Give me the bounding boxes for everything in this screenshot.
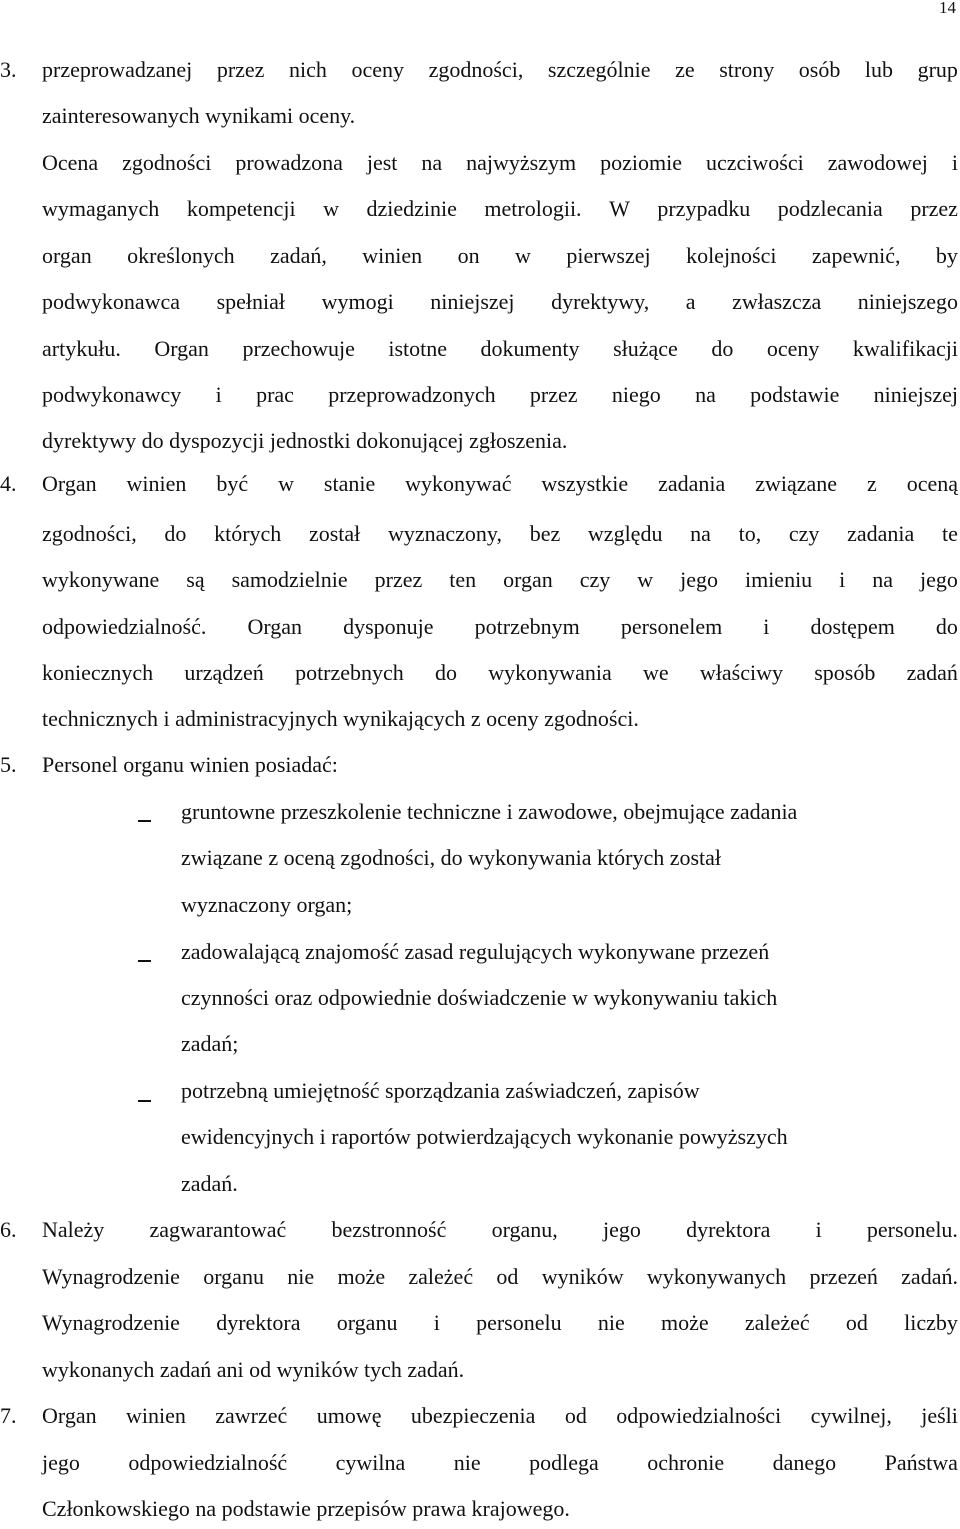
text-line: technicznych i administracyjnych wynikających z oceny zgodności. [42,706,639,731]
text-line: wykonanych zadań ani od wyników tych zadań. [42,1357,465,1382]
text-line: związane z oceną zgodności, do wykonywania których został [181,845,722,870]
text-line: potrzebną umiejętność sporządzania zaświadczeń, zapisów [181,1078,700,1103]
text-line: czynności oraz odpowiednie doświadczenie w wykonywaniu takich [181,985,778,1010]
text-line: dyrektywy do dyspozycji jednostki dokonującej zgłoszenia. [42,428,568,453]
list-dash [138,820,151,822]
page-number: 14 [939,0,956,17]
text-line: zainteresowanych wynikami oceny. [42,103,356,128]
text-line: podwykonawca spełniał wymogi niniejszej dyrektywy, a zwłaszcza niniejszego [42,289,958,314]
text-line: Wynagrodzenie organu nie może zależeć od wyników wykonywanych przezeń zadań. [42,1264,958,1289]
text-line: Personel organu winien posiadać: [42,752,338,777]
text-line: Należy zagwarantować bezstronność organu, jego dyrektora i personelu. [42,1217,958,1242]
text-line: ewidencyjnych i raportów potwierdzających wykonanie powyższych [181,1124,788,1149]
text-line: wyznaczony organ; [181,892,353,917]
text-line: wykonywane są samodzielnie przez ten organ czy w jego imieniu i na jego [42,567,958,592]
text-line: zadań. [181,1171,238,1196]
text-line: Ocena zgodności prowadzona jest na najwyższym poziomie uczciwości zawodowej i [42,150,958,175]
text-line: podwykonawcy i prac przeprowadzonych przez niego na podstawie niniejszej [42,382,958,407]
item-number: 7. [0,1403,17,1428]
text-line: Wynagrodzenie dyrektora organu i personelu nie może zależeć od liczby [42,1310,958,1335]
text-line: gruntowne przeszkolenie techniczne i zawodowe, obejmujące zadania [181,799,798,824]
list-dash [138,960,151,962]
text-line: koniecznych urządzeń potrzebnych do wykonywania we właściwy sposób zadań [42,660,958,685]
text-line: wymaganych kompetencji w dziedzinie metrologii. W przypadku podzlecania przez [42,196,958,221]
item-number: 4. [0,471,17,496]
item-number: 6. [0,1217,17,1242]
text-line: jego odpowiedzialność cywilna nie podlega ochronie danego Państwa [42,1450,958,1475]
text-line: zadań; [181,1031,239,1056]
item-number: 5. [0,752,17,777]
text-line: artykułu. Organ przechowuje istotne dokumenty służące do oceny kwalifikacji [42,336,958,361]
text-line: odpowiedzialność. Organ dysponuje potrzebnym personelem i dostępem do [42,614,958,639]
text-line: zadowalającą znajomość zasad regulujących wykonywane przezeń [181,939,770,964]
text-line: organ określonych zadań, winien on w pierwszej kolejności zapewnić, by [42,243,958,268]
item-number: 3. [0,57,17,82]
text-line: Organ winien zawrzeć umowę ubezpieczenia od odpowiedzialności cywilnej, jeśli [42,1403,958,1428]
list-dash [138,1100,151,1102]
text-line: przeprowadzanej przez nich oceny zgodności, szczególnie ze strony osób lub grup [42,57,958,82]
text-line: Członkowskiego na podstawie przepisów prawa krajowego. [42,1496,570,1521]
text-line: Organ winien być w stanie wykonywać wszystkie zadania związane z oceną [42,471,958,496]
text-line: zgodności, do których został wyznaczony, bez względu na to, czy zadania te [42,521,958,546]
